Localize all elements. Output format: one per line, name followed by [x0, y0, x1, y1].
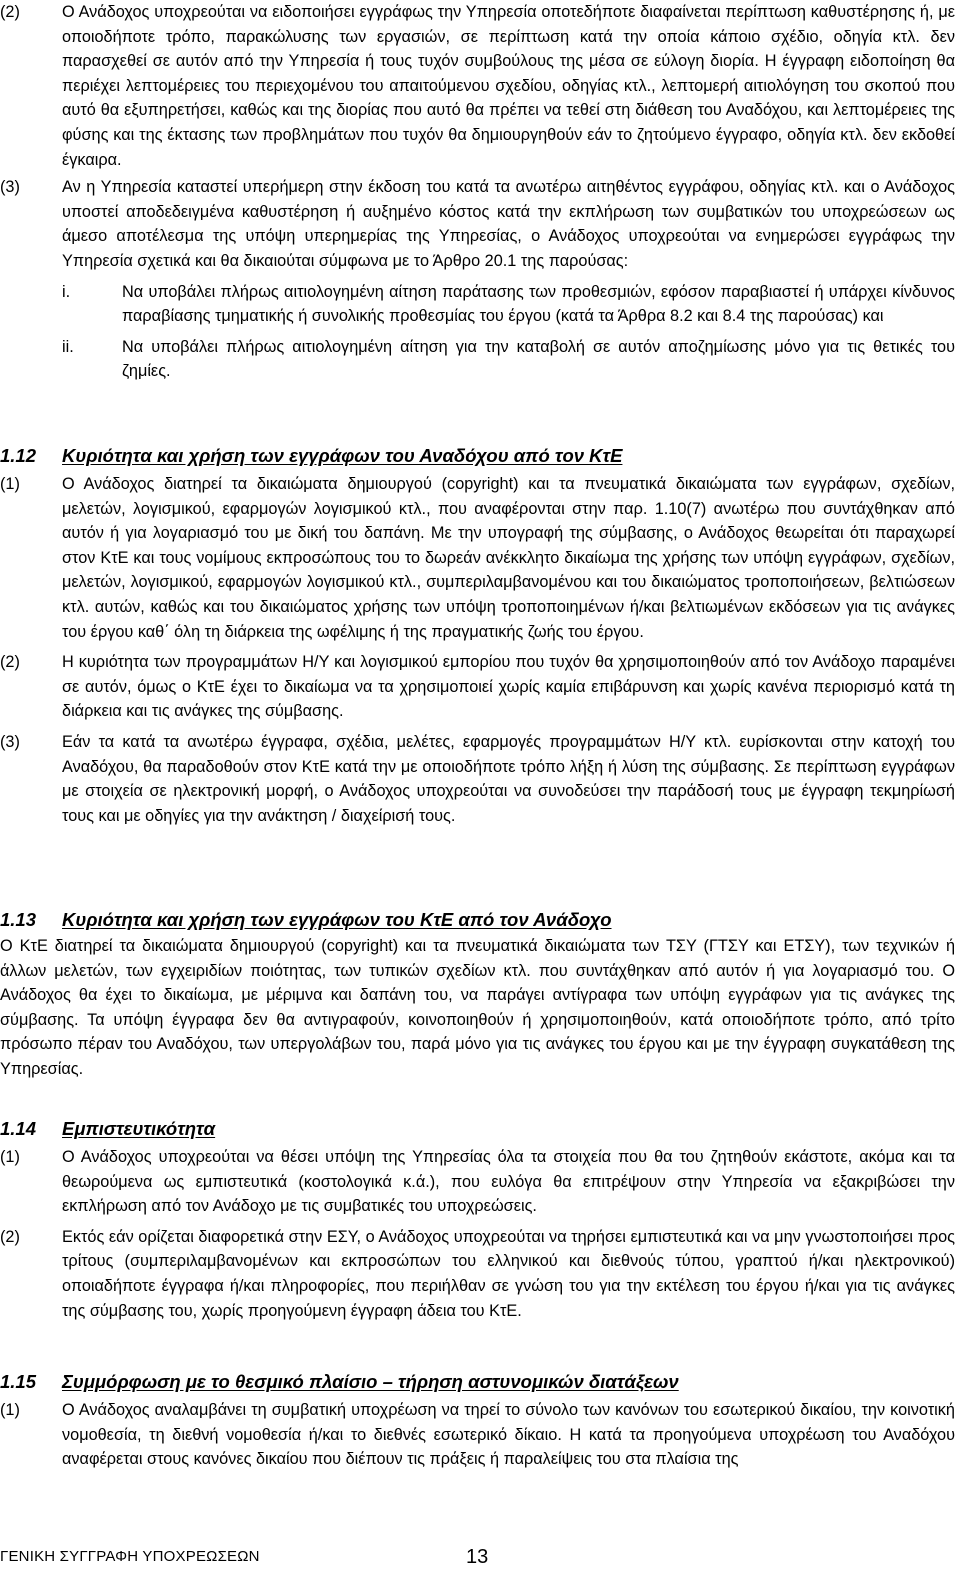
paragraph-text: Ο Ανάδοχος αναλαμβάνει τη συμβατική υποχρέωση να τηρεί το σύνολο των κανόνων του εσωτερικού δικαίου, την κοινοτική νομοθεσία, τη διεθνή νομοθεσία ή/και το διεθνές εσωτερικό δίκαιο. Η κατά τα προηγούμενα υποχρέωση του Αναδόχου αναφέρεται στους κανόνες δικαίου που διέπουν τις πράξεις ή παραλείψεις του στα πλαίσια της — [62, 1401, 955, 1469]
section-heading — [0, 1370, 955, 1394]
section-title: Συμμόρφωση με το θεσμικό πλαίσιο – τήρηση αστυνομικών διατάξεων — [62, 1371, 679, 1392]
section-1-12 — [0, 444, 955, 828]
paragraph-number: (2) — [0, 1227, 20, 1246]
footer-document-title: ΓΕΝΙΚΗ ΣΥΓΓΡΑΦΗ ΥΠΟΧΡΕΩΣΕΩΝ — [0, 1548, 260, 1565]
paragraph-number: (1) — [0, 1148, 20, 1166]
section-heading — [0, 444, 955, 468]
paragraph-text: Η κυριότητα των προγραμμάτων Η/Υ και λογισμικού εμπορίου που τυχόν θα χρησιμοποιηθούν από τον Ανάδοχο παραμένει σε αυτόν, όμως ο ΚτΕ έχει το δικαίωμα να τα χρησιμοποιεί χωρίς καμία επιβάρυνση και χωρίς κανένα περιορισμό κατά τη διάρκεια και τις ανάγκες της σύμβασης. — [62, 653, 955, 721]
paragraph-number: (3) — [0, 732, 20, 751]
section-number: 1.13 — [0, 909, 37, 930]
paragraph-text: Ο Ανάδοχος υποχρεούται να θέσει υπόψη της Υπηρεσίας όλα τα στοιχεία που θα του ζητηθούν εκάστοτε, ακόμα και τα θεωρούμενα ως εμπιστευτικά (κοστολογικά κ.ά.), που ευλόγα θα επιτρέψουν στην Υπηρεσία να εξακριβώσει την εκπλήρωση από τον Ανάδοχο με τις συμβατικές του υποχρεώσεις. — [62, 1148, 955, 1216]
paragraph-2 — [0, 1225, 955, 1323]
section-number: 1.15 — [0, 1371, 37, 1392]
sub-item-ii — [62, 335, 955, 384]
section-number: 1.14 — [0, 1118, 37, 1139]
paragraph-number: (1) — [0, 475, 20, 493]
paragraph-text: Αν η Υπηρεσία καταστεί υπερήμερη στην έκδοση του κατά τα ανωτέρω αιτηθέντος εγγράφου, οδηγίας κτλ. και ο Ανάδοχος υποστεί αποδεδειγμένα καθυστέρηση ή αυξημένο κόστος κατά την εκπλήρωση των συμβατικών του υποχρεώσεων ως άμεσο αποτέλεσμα της υπόψη υπερημερίας της Υπηρεσίας, ο Ανάδοχος υποχρεούται να ενημερώσει εγγράφως την Υπηρεσία σχετικά και θα δικαιούται σύμφωνα με το Άρθρο 20.1 της παρούσας: — [62, 178, 955, 270]
section-1-13 — [0, 908, 955, 1082]
paragraph-number: (2) — [0, 3, 20, 21]
section-number: 1.12 — [0, 445, 37, 466]
sub-item-text: Να υποβάλει πλήρως αιτιολογημένη αίτηση παράτασης των προθεσμιών, εφόσον παραβιαστεί ή υπάρχει κίνδυνος παραβίασης τμηματικής ή συνολικής προθεσμίας του έργου (κατά τα Άρθρα 8.2 και 8.4 της παρούσας) και — [122, 282, 955, 326]
section-heading — [0, 1117, 955, 1141]
section-1-15 — [0, 1370, 955, 1472]
paragraph-number: (3) — [0, 178, 20, 197]
section-1-14 — [0, 1117, 955, 1323]
top-section — [0, 0, 955, 384]
sub-item-i — [62, 280, 955, 329]
paragraph-1 — [0, 1398, 955, 1472]
sub-item-text: Να υποβάλει πλήρως αιτιολογημένη αίτηση για την καταβολή σε αυτόν αποζημίωσης μόνο για τις θετικές του ζημίες. — [122, 337, 955, 381]
sub-item-number: ii. — [62, 337, 74, 356]
paragraph-text: Ο Ανάδοχος διατηρεί τα δικαιώματα δημιουργού (copyright) και τα πνευματικά δικαιώματα των εγγράφων, σχεδίων, μελετών, λογισμικού, εφαρμογών λογισμικού κτλ., που αναφέρονται στην παρ. 1.10(7) ανωτέρω που συντάχθηκαν από αυτόν ή για λογαριασμό του με δική του δαπάνη. Με την υπογραφή της σύμβασης, ο Ανάδοχος θεωρείται ότι παραχωρεί στον ΚτΕ και τους νομίμους εκπροσώπους του το δωρεάν ανέκκλητο δικαίωμα της χρήσης των υπόψη εγγράφων, σχεδίων, μελετών, λογισμικού, εφαρμογών λογισμικού κτλ., συμπεριλαμβανομένου και του δικαιώματος τροποποιήσεων, βελτιώσεων κτλ. αυτών, καθώς και του δικαιώματος χρήσης των υπόψη τροποποιημένων ή/και βελτιωμένων εκδόσεων για τις ανάγκες του έργου καθ΄ όλη τη διάρκεια της ωφέλιμης ή της πραγματικής ζωής του έργου. — [62, 475, 955, 641]
section-title: Κυριότητα και χρήση των εγγράφων του Αναδόχου από τον ΚτΕ — [62, 445, 623, 466]
sub-item-number: i. — [62, 282, 71, 301]
paragraph-3 — [0, 730, 955, 828]
paragraph-3 — [0, 175, 955, 273]
section-text: Ο ΚτΕ διατηρεί τα δικαιώματα δημιουργού (copyright) και τα πνευματικά δικαιώματα των ΤΣΥ (ΓΤΣΥ και ΕΤΣΥ), των τεχνικών ή άλλων μελετών, των εγχειριδίων ποιότητας, των τυπικών σχεδίων κτλ. που συντάχθηκαν από αυτόν ή για λογαριασμό του. Ο Ανάδοχος θα έχει το δικαίωμα, με μέριμνα και δαπάνη του, να παράγει αντίγραφα των υπόψη εγγράφων για τις ανάγκες της σύμβασης. Τα υπόψη έγγραφα δεν θα αντιγραφούν, κοινοποιηθούν ή χρησιμοποιηθούν, κατά οποιοδήποτε τρόπο, από τρίτο πρόσωπο πέραν του Αναδόχου, των υπεργολάβων του, παρά μόνο για τις ανάγκες του έργου και με την έγγραφη συγκατάθεση της Υπηρεσίας. — [0, 937, 955, 1078]
paragraph-1 — [0, 1145, 955, 1219]
paragraph-number: (2) — [0, 653, 20, 672]
paragraph-text: Ο Ανάδοχος υποχρεούται να ειδοποιήσει εγγράφως την Υπηρεσία οποτεδήποτε διαφαίνεται περίπτωση καθυστέρησης ή, με οποιοδήποτε τρόπο, παρακώλυσης των εργασιών, σε περίπτωση κατά την οποία κάποιο σχέδιο, οδηγία κτλ. δεν παρασχεθεί σε αυτόν από την Υπηρεσία ή τους τυχόν συμβούλους της μέσα σε εύλογη διορία. Η έγγραφη ειδοποίηση θα περιέχει λεπτομέρειες του περιεχομένου του απαιτούμενου σχεδίου, οδηγίας κτλ., λεπτομερή αιτιολόγηση του σκοπού που αυτό θα εξυπηρετήσει, καθώς και της διορίας που αυτό θα πρέπει να τεθεί στη διάθεση του Αναδόχου, και λεπτομέρειες της φύσης και της έκτασης των προβλημάτων που τυχόν θα δημιουργηθούν εάν το ζητούμενο έγγραφο, οδηγία κτλ. δεν εκδοθεί έγκαιρα. — [62, 3, 955, 169]
section-title: Εμπιστευτικότητα — [62, 1118, 216, 1139]
paragraph-text: Εκτός εάν ορίζεται διαφορετικά στην ΕΣΥ, ο Ανάδοχος υποχρεούται να τηρήσει εμπιστευτικά και να μην γνωστοποιήσει προς τρίτους (συμπεριλαμβανομένων και εκπροσώπων του ελληνικού και διεθνούς τύπου, γραπτού ή/και ηλεκτρονικού) οποιαδήποτε έγγραφα ή/και πληροφορίες, που περιήλθαν σε γνώση του για την εκτέλεση του έργου ή/και για τις ανάγκες της σύμβασης του, χωρίς προηγούμενη έγγραφη άδεια του ΚτΕ. — [62, 1227, 955, 1320]
paragraph-1 — [0, 472, 955, 644]
paragraph-2 — [0, 0, 955, 172]
paragraph-number: (1) — [0, 1401, 20, 1419]
section-heading — [0, 908, 955, 932]
section-title: Κυριότητα και χρήση των εγγράφων του ΚτΕ από τον Ανάδοχο — [62, 909, 612, 930]
paragraph-2 — [0, 650, 955, 724]
paragraph-text: Εάν τα κατά τα ανωτέρω έγγραφα, σχέδια, μελέτες, εφαρμογές προγραμμάτων Η/Υ κτλ. ευρίσκονται στην κατοχή του Αναδόχου, θα παραδοθούν στον ΚτΕ κατά την με οποιοδήποτε τρόπο λήξη ή λύση της σύμβασης. Σε περίπτωση εγγράφων με στοιχεία σε ηλεκτρονική μορφή, ο Ανάδοχος υποχρεούται να συνοδεύσει την παράδοσή τους με έγγραφη τεκμηρίωσή τους και με οδηγίες για την ανάκτηση / διαχείρισή τους. — [62, 732, 955, 825]
page-number: 13 — [466, 1546, 489, 1568]
